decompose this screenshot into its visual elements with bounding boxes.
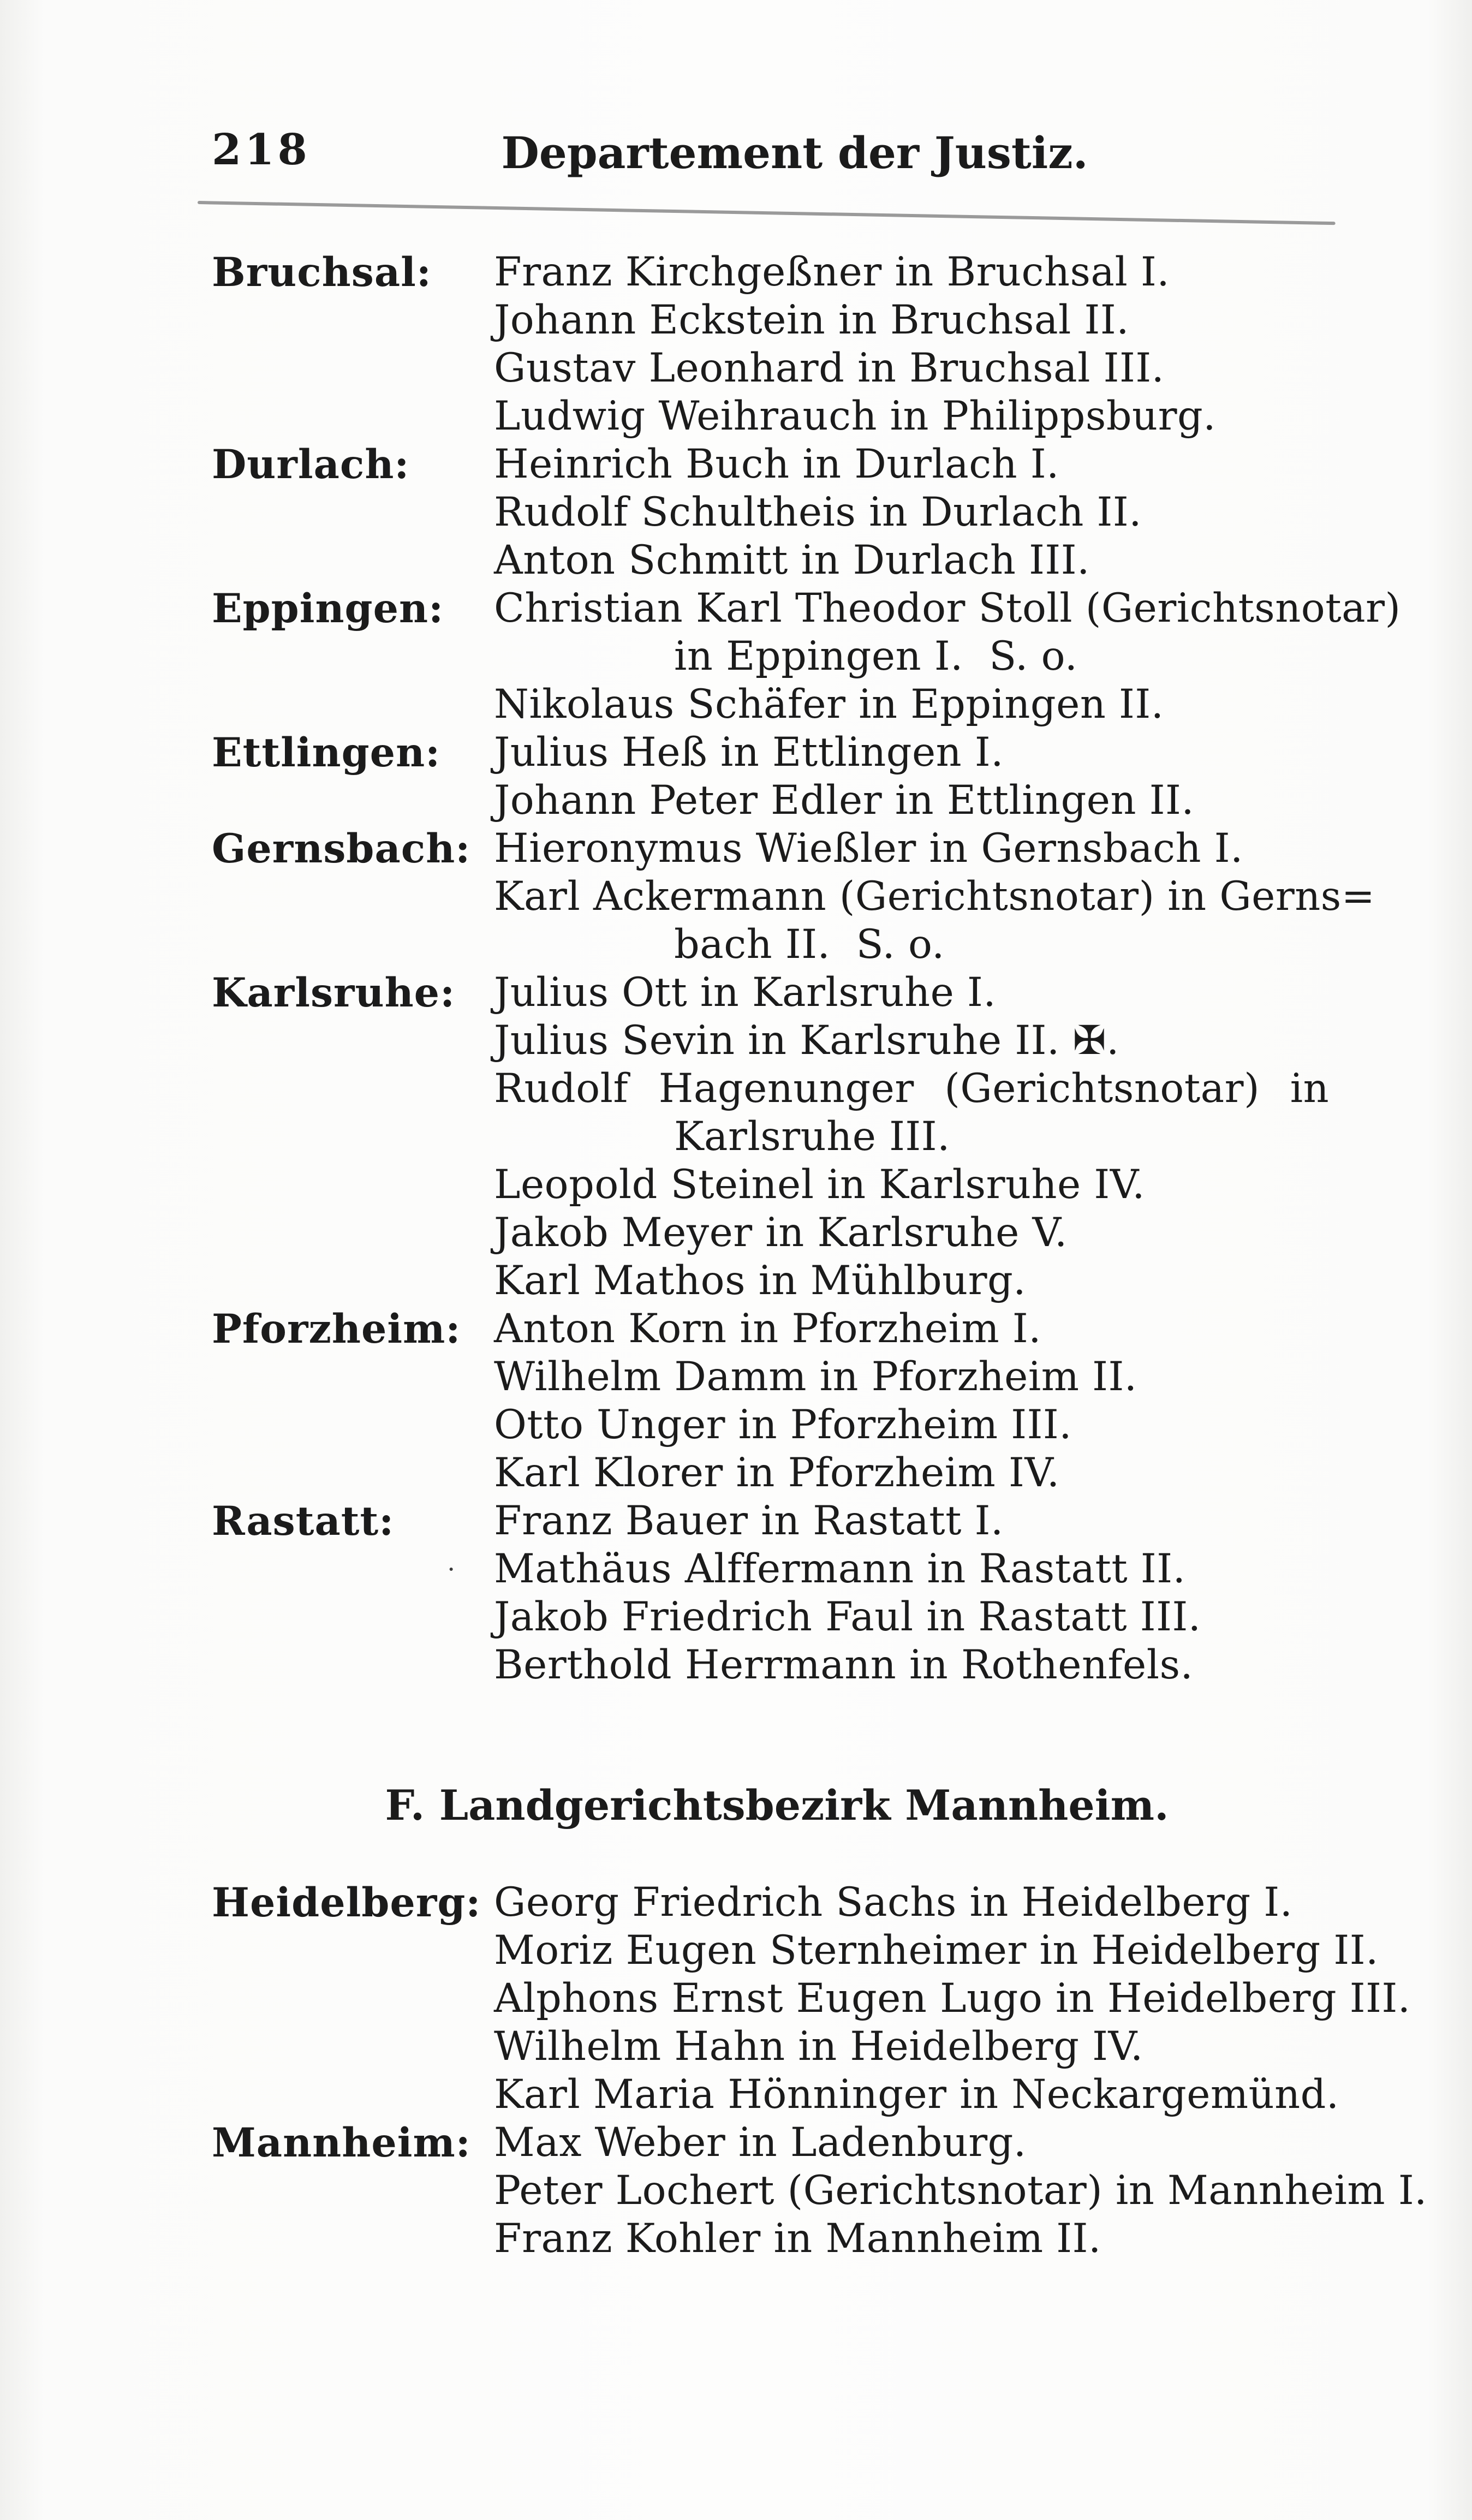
district-label xyxy=(212,1353,494,1401)
list-row xyxy=(0,873,1472,921)
notary-entry: Anton Korn in Pforzheim I. xyxy=(494,1306,1041,1352)
district-label: Pforzheim: xyxy=(212,1306,461,1353)
list-section xyxy=(0,1780,1472,2263)
notary-entry: Franz Bauer in Rastatt I. xyxy=(494,1498,1004,1544)
district-label: Eppingen: xyxy=(212,585,444,632)
header-rule xyxy=(198,201,1336,225)
list-row xyxy=(0,633,1472,681)
notary-entry: Karl Mathos in Mühlburg. xyxy=(494,1258,1027,1304)
district-label xyxy=(212,1927,494,1975)
district-label xyxy=(212,392,494,440)
district-label: Heidelberg: xyxy=(212,1879,481,1926)
list-row xyxy=(0,440,1472,488)
list-row xyxy=(0,1017,1472,1065)
list-row xyxy=(0,825,1472,873)
list-row xyxy=(0,921,1472,969)
list-row xyxy=(0,1449,1472,1497)
list-row xyxy=(0,1593,1472,1641)
district-label xyxy=(212,1545,494,1593)
list-row xyxy=(0,1401,1472,1449)
district-label: Gernsbach: xyxy=(212,825,471,872)
notary-entry: Anton Schmitt in Durlach III. xyxy=(494,537,1090,583)
notary-entry: Mathäus Alffermann in Rastatt II. xyxy=(494,1546,1186,1592)
notary-entry: Karl Maria Hönninger in Neckargemünd. xyxy=(494,2071,1339,2118)
list-row xyxy=(0,681,1472,729)
list-row xyxy=(0,1641,1472,1689)
list-row xyxy=(0,296,1472,344)
notary-entry: Otto Unger in Pforzheim III. xyxy=(494,1402,1072,1448)
district-label xyxy=(212,921,494,969)
district-label xyxy=(212,1449,494,1497)
list-row xyxy=(0,1257,1472,1305)
district-label xyxy=(212,681,494,729)
district-label xyxy=(212,1017,494,1065)
notary-entry: Franz Kohler in Mannheim II. xyxy=(494,2215,1101,2262)
district-label xyxy=(212,2071,494,2119)
district-label xyxy=(212,1975,494,2023)
notary-entry: Franz Kirchgeßner in Bruchsal I. xyxy=(494,249,1170,295)
notary-entry: Karl Ackermann (Gerichtsnotar) in Gerns= xyxy=(494,873,1375,920)
notary-entry: Rudolf Schultheis in Durlach II. xyxy=(494,489,1142,535)
district-label: Rastatt: xyxy=(212,1498,395,1545)
district-label xyxy=(212,2023,494,2071)
district-label xyxy=(212,488,494,537)
district-label xyxy=(212,2167,494,2215)
section-heading: F. Landgerichtsbezirk Mannheim. xyxy=(385,1781,1169,1830)
list-row xyxy=(0,488,1472,537)
notary-entry: Jakob Friedrich Faul in Rastatt III. xyxy=(494,1594,1201,1640)
district-label xyxy=(212,1593,494,1641)
list-row xyxy=(0,537,1472,585)
notary-entry: Berthold Herrmann in Rothenfels. xyxy=(494,1642,1194,1688)
list-row xyxy=(0,1927,1472,1975)
notary-entry: Wilhelm Hahn in Heidelberg IV. xyxy=(494,2023,1143,2070)
district-label xyxy=(212,2215,494,2263)
list-row xyxy=(0,2167,1472,2215)
district-label xyxy=(212,1161,494,1209)
list-row xyxy=(0,2119,1472,2167)
district-label: Mannheim: xyxy=(212,2119,471,2166)
list-row xyxy=(0,1353,1472,1401)
list-row xyxy=(0,729,1472,777)
notary-entry: Leopold Steinel in Karlsruhe IV. xyxy=(494,1161,1145,1208)
district-label xyxy=(212,1257,494,1305)
notary-entry: Johann Peter Edler in Ettlingen II. xyxy=(494,777,1195,824)
page-number: 218 xyxy=(212,125,311,175)
notary-entry: Moriz Eugen Sternheimer in Heidelberg II. xyxy=(494,1927,1379,1974)
notary-entry: Julius Heß in Ettlingen I. xyxy=(494,729,1004,776)
list-row xyxy=(0,1065,1472,1113)
notary-entry: Georg Friedrich Sachs in Heidelberg I. xyxy=(494,1879,1293,1926)
notary-entry: Julius Sevin in Karlsruhe II. ✠. xyxy=(494,1017,1119,1064)
district-label xyxy=(212,1113,494,1161)
notary-entry: Karlsruhe III. xyxy=(674,1113,950,1160)
notary-entry: Karl Klorer in Pforzheim IV. xyxy=(494,1450,1060,1496)
list-row xyxy=(0,585,1472,633)
list-row xyxy=(0,969,1472,1017)
stray-mark-icon: · xyxy=(447,1554,456,1584)
notary-entry: Alphons Ernst Eugen Lugo in Heidelberg III. xyxy=(494,1975,1411,2022)
notary-entry: Wilhelm Damm in Pforzheim II. xyxy=(494,1354,1137,1400)
list-row xyxy=(0,248,1472,296)
list-row xyxy=(0,1545,1472,1593)
district-label xyxy=(212,296,494,344)
list-row xyxy=(0,1305,1472,1353)
district-label xyxy=(212,633,494,681)
list-row xyxy=(0,1879,1472,1927)
list-row xyxy=(0,777,1472,825)
district-label xyxy=(212,1641,494,1689)
running-title: Departement der Justiz. xyxy=(501,127,1088,178)
district-label xyxy=(212,1065,494,1113)
notary-entry: bach II. S. o. xyxy=(674,921,945,968)
district-label: Karlsruhe: xyxy=(212,969,456,1016)
list-row xyxy=(0,1975,1472,2023)
notary-entry: Peter Lochert (Gerichtsnotar) in Mannheim I. xyxy=(494,2167,1427,2214)
notary-entry: in Eppingen I. S. o. xyxy=(674,633,1078,680)
notary-entry: Julius Ott in Karlsruhe I. xyxy=(494,969,997,1016)
notary-entry: Christian Karl Theodor Stoll (Gerichtsnotar) xyxy=(494,585,1401,632)
district-label: Ettlingen: xyxy=(212,729,441,776)
list-section xyxy=(0,248,1472,1689)
notary-entry: Jakob Meyer in Karlsruhe V. xyxy=(494,1210,1068,1256)
notary-entry: Max Weber in Ladenburg. xyxy=(494,2119,1027,2166)
list-row xyxy=(0,1209,1472,1257)
notary-entry: Gustav Leonhard in Bruchsal III. xyxy=(494,345,1165,391)
district-label xyxy=(212,344,494,392)
notary-entry: Rudolf Hagenunger (Gerichtsnotar) in xyxy=(494,1065,1330,1112)
notary-entry: Johann Eckstein in Bruchsal II. xyxy=(494,297,1129,343)
notary-entry: Heinrich Buch in Durlach I. xyxy=(494,441,1059,487)
list-row xyxy=(0,1113,1472,1161)
district-label xyxy=(212,777,494,825)
district-label: Bruchsal: xyxy=(212,249,432,296)
list-row xyxy=(0,344,1472,392)
notary-entry: Hieronymus Wießler in Gernsbach I. xyxy=(494,825,1243,872)
notary-list xyxy=(0,248,1472,2263)
list-row xyxy=(0,2215,1472,2263)
district-label: Durlach: xyxy=(212,441,410,488)
notary-entry: Nikolaus Schäfer in Eppingen II. xyxy=(494,681,1164,728)
district-label xyxy=(212,873,494,921)
list-row xyxy=(0,392,1472,440)
district-label xyxy=(212,1401,494,1449)
list-row xyxy=(0,1161,1472,1209)
list-row xyxy=(0,1497,1472,1545)
notary-entry: Ludwig Weihrauch in Philippsburg. xyxy=(494,393,1216,439)
list-row xyxy=(0,2071,1472,2119)
list-row xyxy=(0,2023,1472,2071)
district-label xyxy=(212,1209,494,1257)
district-label xyxy=(212,537,494,585)
